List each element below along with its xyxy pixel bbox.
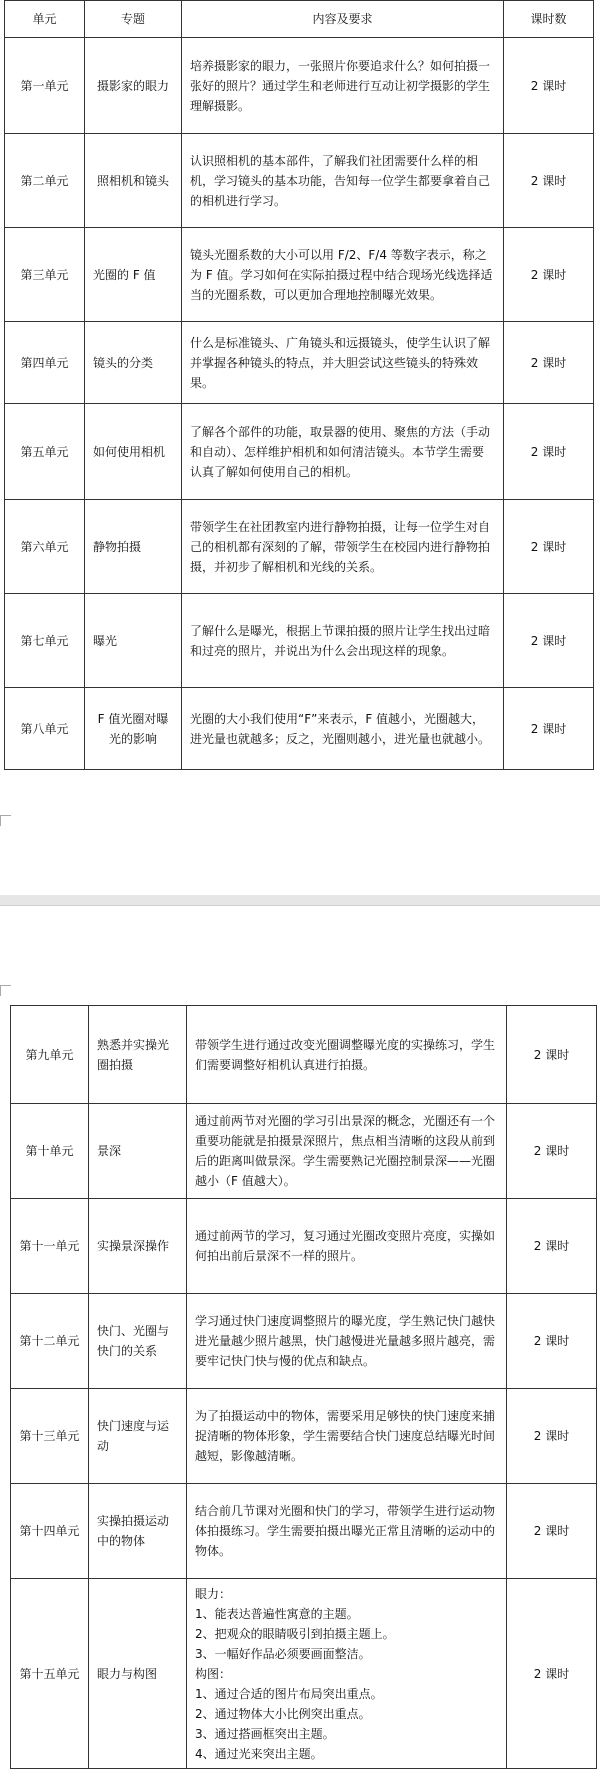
header-hours: 课时数 <box>504 1 594 38</box>
hours-cell: 2 课时 <box>504 688 594 770</box>
unit-cell: 第六单元 <box>5 500 85 594</box>
content-cell: 学习通过快门速度调整照片的曝光度，学生熟记快门越快进光量越少照片越黑，快门越慢进光量越多照片越亮，需要牢记快门快与慢的优点和缺点。 <box>187 1294 507 1389</box>
topic-cell: 熟悉并实操光圈拍摄 <box>89 1006 187 1104</box>
content-line: 构图： <box>195 1666 232 1681</box>
page-separator-line <box>0 905 600 906</box>
hours-cell: 2 课时 <box>507 1389 597 1484</box>
unit-cell: 第二单元 <box>5 134 85 228</box>
content-line: 3、一幅好作品必须要画面整洁。 <box>195 1646 371 1661</box>
table-row <box>11 1006 597 1104</box>
curriculum-table-page-1 <box>4 0 594 770</box>
table-row <box>5 228 594 322</box>
content-line: 4、通过光来突出主题。 <box>195 1746 323 1761</box>
table-header-row <box>5 1 594 38</box>
hours-cell: 2 课时 <box>504 38 594 134</box>
hours-cell: 2 课时 <box>507 1199 597 1294</box>
unit-cell: 第七单元 <box>5 594 85 688</box>
hours-cell: 2 课时 <box>504 228 594 322</box>
content-cell: 了解什么是曝光，根据上节课拍摄的照片让学生找出过暗和过亮的照片，并说出为什么会出现这样的现象。 <box>182 594 504 688</box>
header-content: 内容及要求 <box>182 1 504 38</box>
topic-cell: 景深 <box>89 1104 187 1199</box>
topic-cell: 如何使用相机 <box>85 404 182 500</box>
topic-cell: 实操景深操作 <box>89 1199 187 1294</box>
table-row <box>11 1579 597 1769</box>
table-row <box>5 134 594 228</box>
hours-cell: 2 课时 <box>507 1006 597 1104</box>
content-cell: 通过前两节的学习，复习通过光圈改变照片亮度，实操如何拍出前后景深不一样的照片。 <box>187 1199 507 1294</box>
content-cell: 为了拍摄运动中的物体，需要采用足够快的快门速度来捕捉清晰的物体形象，学生需要结合快门速度总结曝光时间越短，影像越清晰。 <box>187 1389 507 1484</box>
unit-cell: 第四单元 <box>5 322 85 404</box>
content-line: 3、通过搭画框突出主题。 <box>195 1726 335 1741</box>
table-row <box>5 594 594 688</box>
topic-cell: 镜头的分类 <box>85 322 182 404</box>
table-row <box>11 1389 597 1484</box>
content-cell: 结合前几节课对光圈和快门的学习，带领学生进行运动物体拍摄练习。学生需要拍摄出曝光正常且清晰的运动中的物体。 <box>187 1484 507 1579</box>
curriculum-table-page-2 <box>10 1005 597 1769</box>
unit-cell: 第三单元 <box>5 228 85 322</box>
unit-cell: 第一单元 <box>5 38 85 134</box>
unit-cell: 第十二单元 <box>11 1294 89 1389</box>
table-row <box>11 1294 597 1389</box>
topic-cell: F 值光圈对曝光的影响 <box>85 688 182 770</box>
table-row <box>5 500 594 594</box>
unit-cell: 第八单元 <box>5 688 85 770</box>
page-corner-mark <box>0 815 11 826</box>
content-cell: 培养摄影家的眼力，一张照片你要追求什么？如何拍摄一张好的照片？通过学生和老师进行互动让初学摄影的学生理解摄影。 <box>182 38 504 134</box>
content-line: 1、通过合适的图片布局突出重点。 <box>195 1686 383 1701</box>
page-corner-mark <box>0 985 11 996</box>
table-row <box>11 1484 597 1579</box>
table-row <box>11 1199 597 1294</box>
content-cell: 带领学生在社团教室内进行静物拍摄，让每一位学生对自己的相机都有深刻的了解，带领学生在校园内进行静物拍摄，并初步了解相机和光线的关系。 <box>182 500 504 594</box>
header-topic: 专题 <box>85 1 182 38</box>
table-row <box>5 404 594 500</box>
header-unit: 单元 <box>5 1 85 38</box>
topic-cell: 眼力与构图 <box>89 1579 187 1769</box>
unit-cell: 第十单元 <box>11 1104 89 1199</box>
content-cell: 什么是标准镜头、广角镜头和远摄镜头，使学生认识了解并掌握各种镜头的特点，并大胆尝试这些镜头的特殊效果。 <box>182 322 504 404</box>
content-cell: 带领学生进行通过改变光圈调整曝光度的实操练习，学生们需要调整好相机认真进行拍摄。 <box>187 1006 507 1104</box>
hours-cell: 2 课时 <box>507 1579 597 1769</box>
content-cell: 光圈的大小我们使用“F”来表示，F 值越小，光圈越大，进光量也就越多；反之，光圈则越小，进光量也就越小。 <box>182 688 504 770</box>
topic-cell: 静物拍摄 <box>85 500 182 594</box>
content-cell: 镜头光圈系数的大小可以用 F/2、F/4 等数字表示，称之为 F 值。学习如何在实际拍摄过程中结合现场光线选择适当的光圈系数，可以更加合理地控制曝光效果。 <box>182 228 504 322</box>
topic-cell: 曝光 <box>85 594 182 688</box>
hours-cell: 2 课时 <box>504 134 594 228</box>
topic-cell: 摄影家的眼力 <box>85 38 182 134</box>
hours-cell: 2 课时 <box>507 1294 597 1389</box>
content-cell: 通过前两节对光圈的学习引出景深的概念，光圈还有一个重要功能就是拍摄景深照片，焦点相当清晰的这段从前到后的距离叫做景深。学生需要熟记光圈控制景深——光圈越小（F 值越大）。 <box>187 1104 507 1199</box>
page-separator <box>0 895 600 905</box>
topic-cell: 照相机和镜头 <box>85 134 182 228</box>
table-row <box>5 38 594 134</box>
unit-cell: 第十一单元 <box>11 1199 89 1294</box>
table-row <box>11 1104 597 1199</box>
hours-cell: 2 课时 <box>504 594 594 688</box>
hours-cell: 2 课时 <box>504 404 594 500</box>
table-row <box>5 322 594 404</box>
content-line: 眼力： <box>195 1586 232 1601</box>
topic-cell: 快门、光圈与快门的关系 <box>89 1294 187 1389</box>
topic-cell: 光圈的 F 值 <box>85 228 182 322</box>
hours-cell: 2 课时 <box>507 1484 597 1579</box>
content-cell <box>187 1579 507 1769</box>
hours-cell: 2 课时 <box>504 322 594 404</box>
unit-cell: 第十四单元 <box>11 1484 89 1579</box>
unit-cell: 第五单元 <box>5 404 85 500</box>
content-line: 2、通过物体大小比例突出重点。 <box>195 1706 371 1721</box>
hours-cell: 2 课时 <box>504 500 594 594</box>
topic-cell: 实操拍摄运动中的物体 <box>89 1484 187 1579</box>
table-row <box>5 688 594 770</box>
hours-cell: 2 课时 <box>507 1104 597 1199</box>
topic-cell: 快门速度与运动 <box>89 1389 187 1484</box>
content-line: 1、能表达普遍性寓意的主题。 <box>195 1606 359 1621</box>
unit-cell: 第九单元 <box>11 1006 89 1104</box>
unit-cell: 第十三单元 <box>11 1389 89 1484</box>
unit-cell: 第十五单元 <box>11 1579 89 1769</box>
content-cell: 了解各个部件的功能，取景器的使用、聚焦的方法（手动和自动）、怎样维护相机和如何清洁镜头。本节学生需要认真了解如何使用自己的相机。 <box>182 404 504 500</box>
content-line: 2、把观众的眼睛吸引到拍摄主题上。 <box>195 1626 395 1641</box>
content-cell: 认识照相机的基本部件，了解我们社团需要什么样的相机，学习镜头的基本功能，告知每一位学生都要拿着自己的相机进行学习。 <box>182 134 504 228</box>
